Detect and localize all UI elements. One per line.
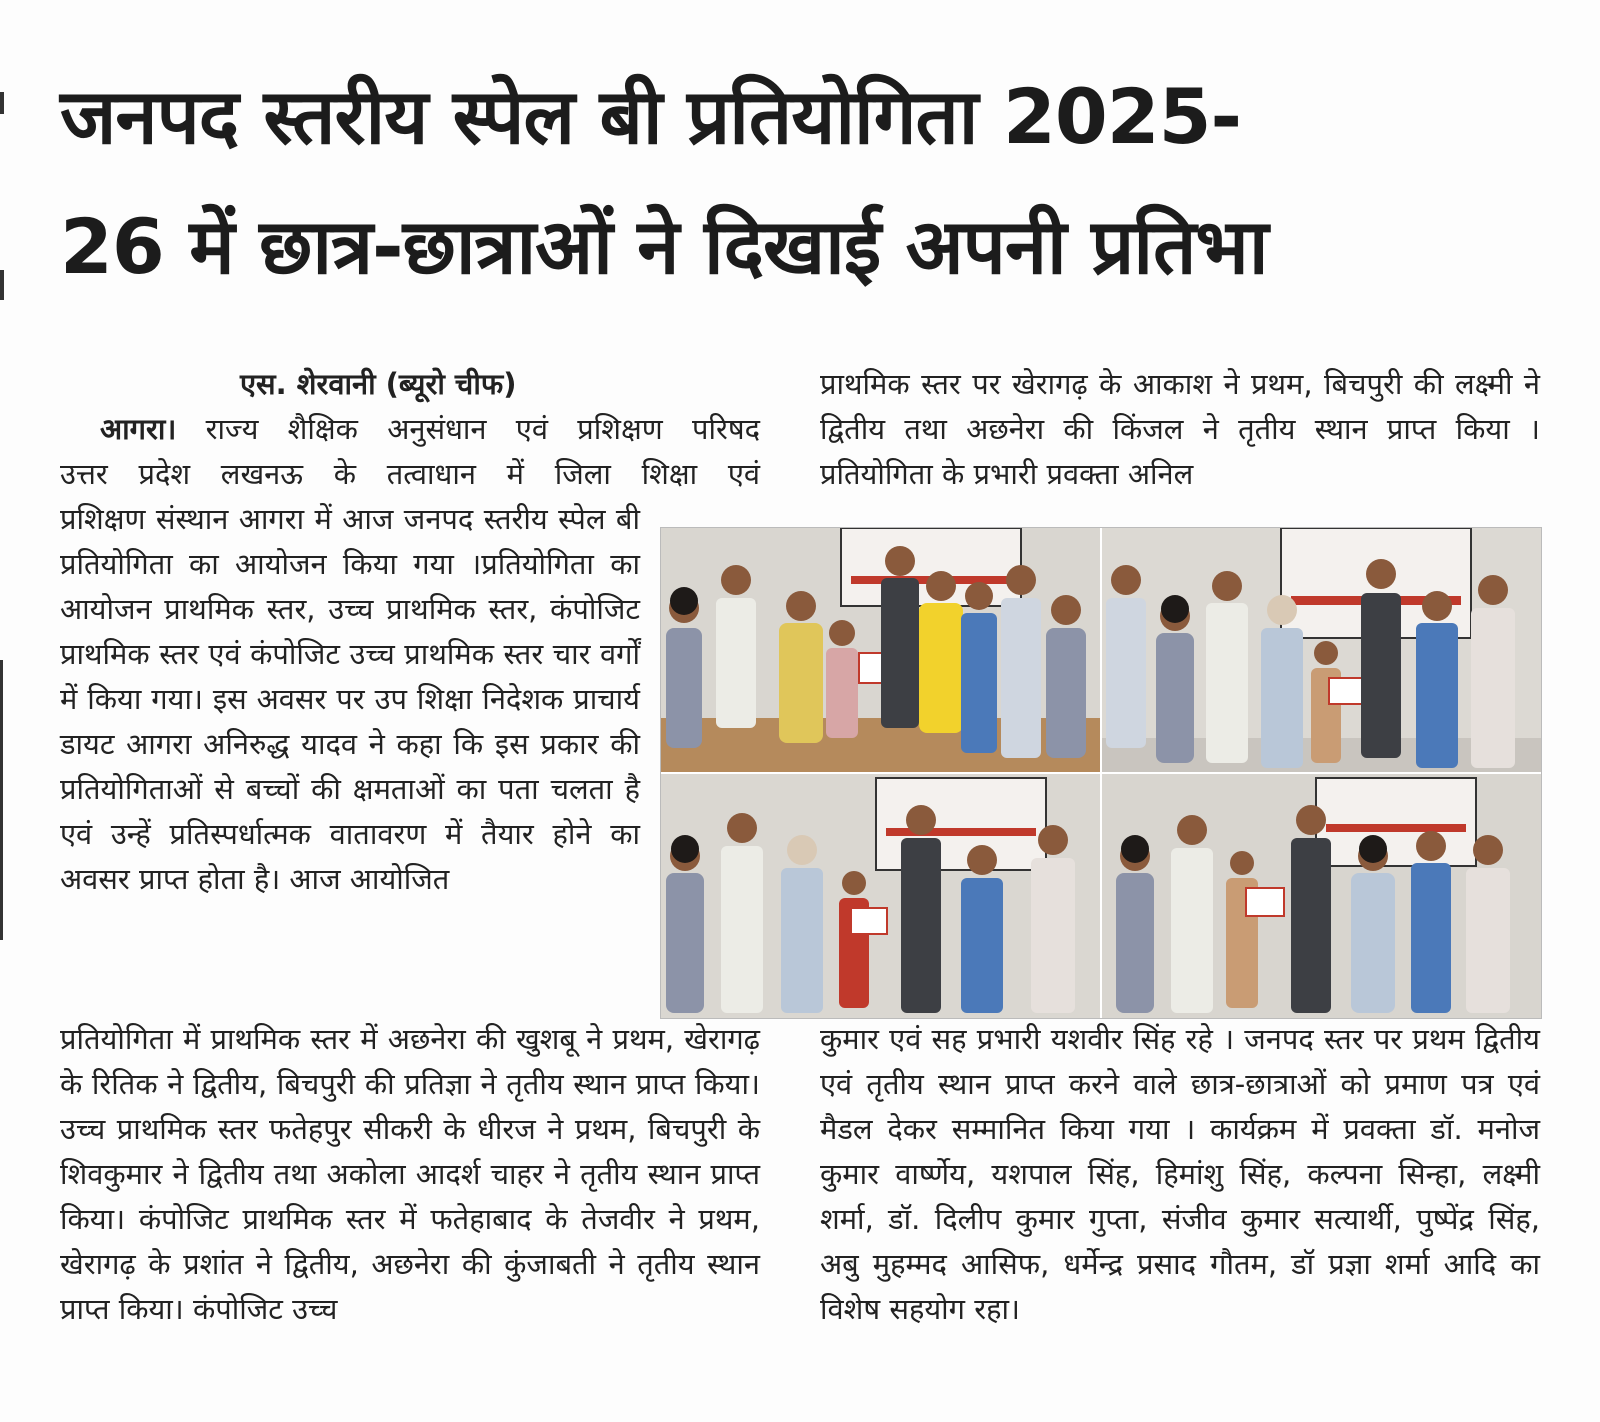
page-edge-mark bbox=[0, 270, 4, 300]
page-edge-mark bbox=[0, 660, 3, 940]
byline: एस. शेरवानी (ब्यूरो चीफ) bbox=[240, 367, 517, 401]
left-column-bottom: प्रतियोगिता में प्राथमिक स्तर में अछनेरा की खुशबू ने प्रथम, खेरागढ़ के रितिक ने द्वितीय, बिचपुरी की प्रतिज्ञा ने तृतीय स्थान प्राप्त किया। उच्च प्राथमिक स्तर फतेहपुर सीकरी के धीरज ने प्रथम, बिचपुरी के शिवकुमार ने द्वितीय तथा अकोला आदर्श चाहर ने तृतीय स्थान प्राप्त किया। कंपोजिट प्राथमिक स्तर में फतेहाबाद के तेजवीर ने प्रथम, खेरागढ़ के प्रशांत ने द्वितीय, अछनेरा की कुंजाबती ने तृतीय स्थान प्राप्त किया। कंपोजिट उच्च bbox=[60, 1022, 760, 1326]
right-column-bottom: कुमार एवं सह प्रभारी यशवीर सिंह रहे । जनपद स्तर पर प्रथम द्वितीय एवं तृतीय स्थान प्राप्त करने वाले छात्र-छात्राओं को प्रमाण पत्र एवं मैडल देकर सम्मानित किया गया । कार्यक्रम में प्रवक्ता डॉ. मनोज कुमार वार्ष्णेय, यशपाल सिंह, हिमांशु सिंह, कल्पना सिन्हा, लक्ष्मी शर्मा, डॉ. दिलीप कुमार गुप्ता, संजीव कुमार सत्यार्थी, पुष्पेंद्र सिंह, अबु मुहम्मद आसिफ, धर्मेन्द्र प्रसाद गौतम, डॉ प्रज्ञा शर्मा आदि का विशेष सहयोग रहा। bbox=[820, 1022, 1540, 1326]
right-column-top: प्राथमिक स्तर पर खेरागढ़ के आकाश ने प्रथम, बिचपुरी की लक्ष्मी ने द्वितीय तथा अछनेरा की किंजल ने तृतीय स्थान प्राप्त किया । प्रतियोगिता के प्रभारी प्रवक्ता अनिल bbox=[820, 367, 1540, 491]
left-column-top bbox=[60, 407, 760, 452]
left-column-top-2 bbox=[60, 452, 760, 497]
dateline: आगरा। bbox=[100, 412, 177, 446]
headline-line-1: जनपद स्तरीय स्पेल बी प्रतियोगिता 2025- bbox=[60, 72, 1242, 161]
event-photo-collage bbox=[660, 527, 1542, 1019]
photo-collage-svg bbox=[661, 528, 1541, 1018]
projector-screen bbox=[1316, 778, 1476, 866]
left-lead-text-2: उत्तर प्रदेश लखनऊ के तत्वाधान में जिला शिक्षा एवं bbox=[60, 457, 760, 491]
left-lead-text: राज्य शैक्षिक अनुसंधान एवं प्रशिक्षण परिषद bbox=[205, 412, 761, 446]
left-column-beside-photo: प्रशिक्षण संस्थान आगरा में आज जनपद स्तरीय स्पेल बी प्रतियोगिता का आयोजन किया गया ।प्रतियोगिता का आयोजन प्राथमिक स्तर, उच्च प्राथमिक स्तर, कंपोजिट प्राथमिक स्तर एवं कंपोजिट उच्च प्राथमिक स्तर चार वर्गों में किया गया। इस अवसर पर उप शिक्षा निदेशक प्राचार्य डायट आगरा अनिरुद्ध यादव ने कहा कि इस प्रकार की प्रतियोगिताओं से बच्चों की क्षमताओं का पता चलता है एवं उन्हें प्रतिस्पर्धात्मक वातावरण में तैयार होने का अवसर प्राप्त होता है। आज आयोजित bbox=[60, 502, 640, 896]
page-edge-mark bbox=[0, 92, 4, 114]
headline-line-2: 26 में छात्र-छात्राओं ने दिखाई अपनी प्रतिभा bbox=[60, 202, 1268, 291]
headline bbox=[60, 52, 1560, 312]
